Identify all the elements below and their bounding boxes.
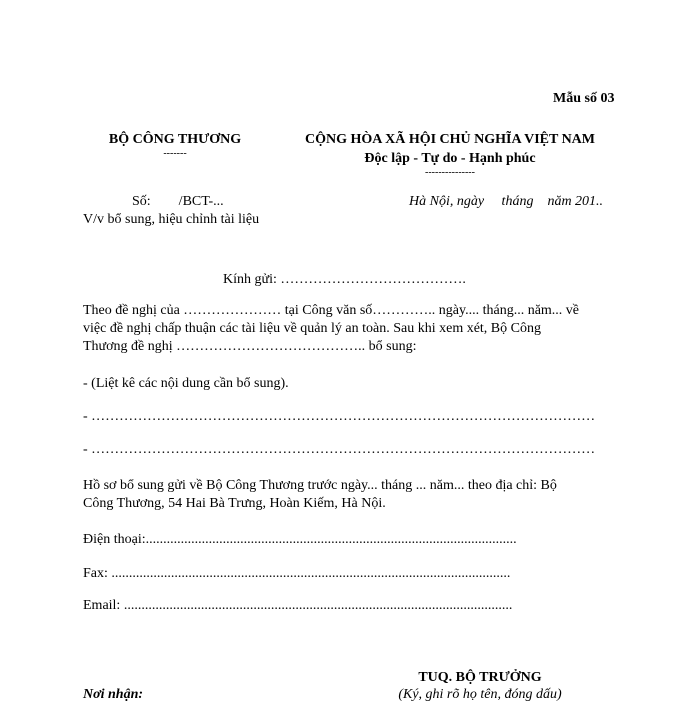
motto-rule: --------------- [425,167,475,178]
request-paragraph [83,302,613,356]
list-intro: - (Liệt kê các nội dung cần bổ sung). [83,376,289,391]
submission-paragraph [83,477,613,513]
document-subject: V/v bổ sung, hiệu chỉnh tài liệu [83,212,260,227]
dotted-line-1: - ……………………………………………………………………………………………… [83,409,596,424]
org-rule: ------- [163,148,187,159]
country-name: CỘNG HÒA XÃ HỘI CHỦ NGHĨA VIỆT NAM [304,132,595,147]
submission-line-1: Hồ sơ bổ sung gửi về Bộ Công Thương trước ngày... tháng ... năm... theo địa chỉ: Bộ [83,478,557,493]
place-date: Hà Nội, ngày tháng năm 201.. [409,194,604,209]
fax-line: Fax: .................................................................................................................. [83,566,511,581]
motto: Độc lập - Tự do - Hạnh phúc [364,151,536,166]
submission-line-2: Công Thương, 54 Hai Bà Trưng, Hoàn Kiếm, Hà Nội. [83,496,386,511]
signature-note: (Ký, ghi rõ họ tên, đóng dấu) [398,687,562,702]
request-line-3: Thương đề nghị ………………………………….. bổ sung: [83,339,417,354]
org-name: BỘ CÔNG THƯƠNG [108,132,242,147]
email-line: Email: ............................................................................................................... [83,598,513,613]
dotted-line-2: - ……………………………………………………………………………………………… [83,442,596,457]
document-number: Số: /BCT-... [132,194,224,209]
salutation: Kính gửi: …………………………………. [223,272,466,287]
phone-line: Điện thoại:.......................................................................................................... [83,532,517,547]
request-line-1: Theo đề nghị của ………………… tại Công văn số………….. ngày.... tháng... năm... về [83,303,580,318]
signature-title: TUQ. BỘ TRƯỞNG [418,670,542,685]
request-line-2: việc đề nghị chấp thuận các tài liệu về quản lý an toàn. Sau khi xem xét, Bộ Công [83,321,541,336]
form-number: Mẫu số 03 [553,91,615,106]
recipients-label: Nơi nhận: [83,687,144,702]
